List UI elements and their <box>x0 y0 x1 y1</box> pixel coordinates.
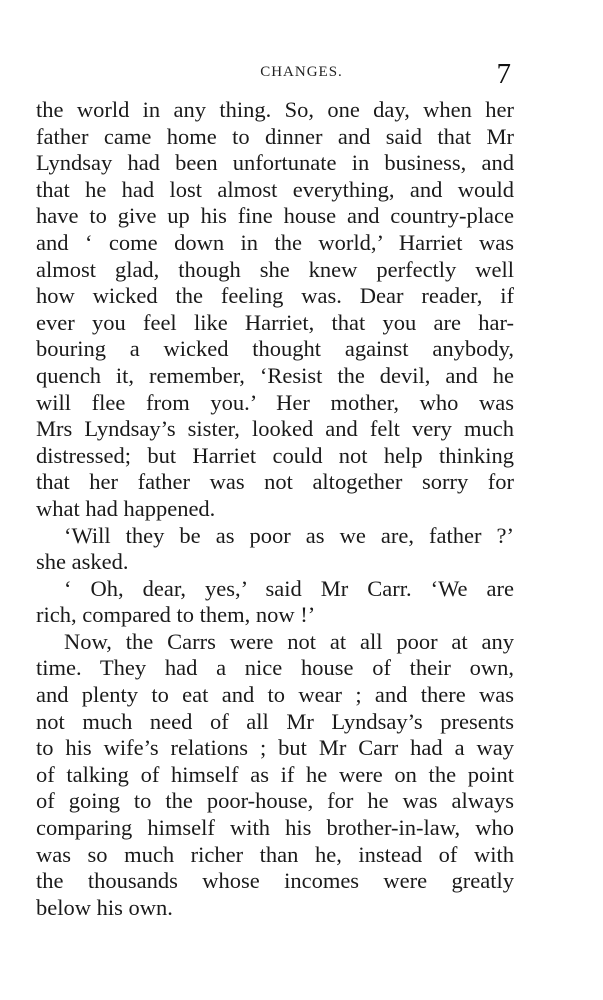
text-line: to his wife’s relations ; but Mr Carr had a way <box>36 735 514 761</box>
text-line: bouring a wicked thought against anybody, <box>36 336 514 362</box>
text-line: will flee from you.’ Her mother, who was <box>36 389 514 415</box>
text-line: that he had lost almost everything, and would <box>36 176 514 202</box>
text-line: ‘ Oh, dear, yes,’ said Mr Carr. ‘We are <box>64 575 514 601</box>
text-line: comparing himself with his brother-in-law, who <box>36 815 514 841</box>
text-line: and ‘ come down in the world,’ Harriet was <box>36 229 514 255</box>
text-line: quench it, remember, ‘Resist the devil, and he <box>36 362 514 388</box>
text-line: not much need of all Mr Lyndsay’s presents <box>36 708 514 734</box>
text-line: time. They had a nice house of their own, <box>36 655 514 681</box>
text-line: and plenty to eat and to wear ; and there was <box>36 682 514 708</box>
body-text <box>36 97 514 921</box>
text-line: Mrs Lyndsay’s sister, looked and felt very much <box>36 416 514 442</box>
text-line: father came home to dinner and said that Mr <box>36 123 514 149</box>
text-line: have to give up his fine house and country-place <box>36 203 514 229</box>
text-line: below his own. <box>36 894 173 920</box>
running-head <box>0 58 603 98</box>
text-line: was so much richer than he, instead of with <box>36 841 514 867</box>
text-line: of going to the poor-house, for he was always <box>36 788 514 814</box>
text-line: ever you feel like Harriet, that you are har- <box>36 309 514 335</box>
text-line: the thousands whose incomes were greatly <box>36 868 514 894</box>
text-line: she asked. <box>36 549 129 575</box>
text-line: what had happened. <box>36 495 216 521</box>
text-line: ‘Will they be as poor as we are, father ?’ <box>64 522 514 548</box>
text-line: almost glad, though she knew perfectly well <box>36 256 514 282</box>
text-line: distressed; but Harriet could not help thinking <box>36 442 514 468</box>
text-line: how wicked the feeling was. Dear reader, if <box>36 283 514 309</box>
text-line: Lyndsay had been unfortunate in business, and <box>36 150 514 176</box>
text-line: that her father was not altogether sorry for <box>36 469 514 495</box>
text-line: rich, compared to them, now !’ <box>36 602 316 628</box>
text-line: of talking of himself as if he were on the point <box>36 761 514 787</box>
text-line: the world in any thing. So, one day, when her <box>36 97 514 122</box>
running-title: CHANGES. <box>260 64 343 80</box>
page-number: 7 <box>496 58 511 90</box>
text-line: Now, the Carrs were not at all poor at any <box>64 628 514 654</box>
